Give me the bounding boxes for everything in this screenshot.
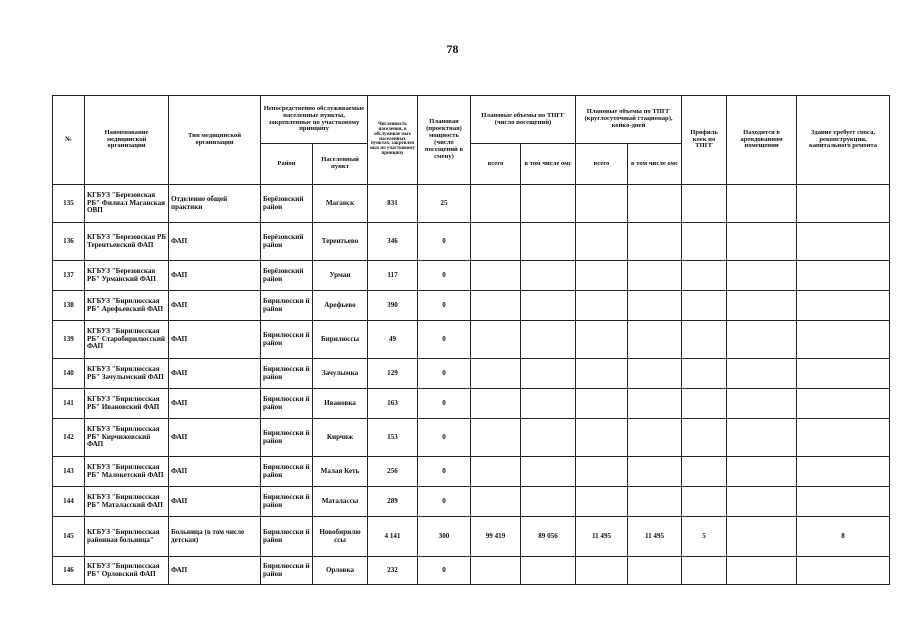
cell-row-number: 136 <box>53 223 85 261</box>
cell-district: Бирилюсски й район <box>261 389 313 419</box>
cell-capacity: 0 <box>418 359 471 389</box>
cell-organization-type: ФАП <box>169 487 261 517</box>
cell-capacity: 0 <box>418 223 471 261</box>
cell-beds-total <box>576 487 628 517</box>
cell-row-number: 141 <box>53 389 85 419</box>
cell-capacity: 0 <box>418 457 471 487</box>
cell-repair-required: 8 <box>797 517 890 557</box>
cell-row-number: 143 <box>53 457 85 487</box>
cell-district: Бирилюсски й район <box>261 321 313 359</box>
cell-repair-required <box>797 419 890 457</box>
cell-row-number: 138 <box>53 291 85 321</box>
header-org: Наименование медицинской организации <box>85 96 169 185</box>
cell-beds-profile: 5 <box>682 517 727 557</box>
cell-row-number: 139 <box>53 321 85 359</box>
cell-rented-premises <box>727 321 797 359</box>
cell-locality: Урман <box>313 261 368 291</box>
cell-repair-required <box>797 389 890 419</box>
cell-beds-total <box>576 185 628 223</box>
cell-rented-premises <box>727 223 797 261</box>
cell-district: Бирилюсски й район <box>261 419 313 457</box>
cell-beds-oms <box>628 223 682 261</box>
cell-repair-required <box>797 223 890 261</box>
header-served: Непосредственно обслуживаемые населенные пункты, закрепленные по участковому принципу <box>261 96 368 144</box>
table-row <box>53 457 890 487</box>
cell-visits-total: 99 419 <box>471 517 521 557</box>
cell-capacity: 0 <box>418 419 471 457</box>
cell-visits-total <box>471 457 521 487</box>
cell-row-number: 140 <box>53 359 85 389</box>
cell-beds-oms <box>628 185 682 223</box>
cell-beds-total: 11 495 <box>576 517 628 557</box>
cell-visits-total <box>471 291 521 321</box>
cell-rented-premises <box>727 557 797 585</box>
cell-organization-name: КГБУЗ "Березовская РБ Терентьевский ФАП <box>85 223 169 261</box>
cell-locality: Кирчиж <box>313 419 368 457</box>
cell-visits-total <box>471 419 521 457</box>
cell-beds-total <box>576 261 628 291</box>
cell-locality: Малая Кеть <box>313 457 368 487</box>
cell-row-number: 145 <box>53 517 85 557</box>
cell-organization-type: ФАП <box>169 557 261 585</box>
cell-beds-oms <box>628 457 682 487</box>
cell-visits-total <box>471 185 521 223</box>
cell-beds-profile <box>682 389 727 419</box>
cell-beds-profile <box>682 419 727 457</box>
cell-population: 153 <box>368 419 418 457</box>
cell-organization-type: ФАП <box>169 261 261 291</box>
cell-visits-oms <box>521 557 576 585</box>
cell-locality: Ивановка <box>313 389 368 419</box>
cell-visits-oms <box>521 457 576 487</box>
cell-beds-oms <box>628 487 682 517</box>
cell-beds-oms <box>628 389 682 419</box>
cell-repair-required <box>797 457 890 487</box>
cell-beds-total <box>576 321 628 359</box>
header-district: Район <box>261 144 313 185</box>
cell-rented-premises <box>727 359 797 389</box>
cell-capacity: 0 <box>418 321 471 359</box>
header-tpgg-visits: Плановые объемы по ТПГГ (число посещений) <box>471 96 576 144</box>
cell-population: 129 <box>368 359 418 389</box>
header-capacity: Плановая (проектная) мощность (число посещений в смену) <box>418 96 471 185</box>
cell-rented-premises <box>727 291 797 321</box>
cell-repair-required <box>797 557 890 585</box>
cell-beds-profile <box>682 487 727 517</box>
header-repair: Здание требует сноса, реконструкции, капитального ремонта <box>797 96 890 185</box>
cell-locality: Маганск <box>313 185 368 223</box>
cell-beds-total <box>576 291 628 321</box>
table-row <box>53 359 890 389</box>
cell-district: Бирилюсски й район <box>261 291 313 321</box>
cell-visits-oms <box>521 359 576 389</box>
cell-beds-profile <box>682 261 727 291</box>
cell-organization-type: Больница (в том числе детская) <box>169 517 261 557</box>
cell-beds-profile <box>682 557 727 585</box>
cell-population: 346 <box>368 223 418 261</box>
cell-visits-total <box>471 487 521 517</box>
cell-capacity: 0 <box>418 389 471 419</box>
cell-rented-premises <box>727 457 797 487</box>
cell-repair-required <box>797 185 890 223</box>
cell-organization-name: КГБУЗ "Бирилюсская РБ" Маталасский ФАП <box>85 487 169 517</box>
cell-capacity: 0 <box>418 487 471 517</box>
cell-beds-oms <box>628 291 682 321</box>
cell-organization-name: КГБУЗ "Березовская РБ" Урманский ФАП <box>85 261 169 291</box>
cell-locality: Бирилюссы <box>313 321 368 359</box>
table-body <box>53 185 890 585</box>
cell-row-number: 137 <box>53 261 85 291</box>
cell-beds-total <box>576 557 628 585</box>
cell-rented-premises <box>727 419 797 457</box>
cell-repair-required <box>797 321 890 359</box>
cell-population: 232 <box>368 557 418 585</box>
cell-visits-total <box>471 557 521 585</box>
cell-beds-total <box>576 223 628 261</box>
cell-organization-type: ФАП <box>169 419 261 457</box>
header-num: № <box>53 96 85 185</box>
header-visits-total: всего <box>471 144 521 185</box>
cell-district: Бирилюсски й район <box>261 487 313 517</box>
table-row <box>53 321 890 359</box>
header-tpgg-beds: Плановые объемы по ТПГГ (круглосуточный стационар), койко-дней <box>576 96 682 144</box>
cell-district: Берёзовский район <box>261 185 313 223</box>
cell-organization-name: КГБУЗ "Бирилюсская РБ" Старобирилюсский ФАП <box>85 321 169 359</box>
table-row <box>53 261 890 291</box>
cell-population: 831 <box>368 185 418 223</box>
cell-beds-profile <box>682 291 727 321</box>
table-row <box>53 557 890 585</box>
cell-repair-required <box>797 487 890 517</box>
cell-visits-oms <box>521 185 576 223</box>
cell-visits-oms <box>521 321 576 359</box>
cell-organization-name: КГБУЗ "Бирилюсская РБ" Орловский ФАП <box>85 557 169 585</box>
cell-population: 256 <box>368 457 418 487</box>
cell-rented-premises <box>727 389 797 419</box>
cell-visits-total <box>471 261 521 291</box>
cell-visits-total <box>471 223 521 261</box>
cell-organization-name: КГБУЗ "Березовская РБ" Филиал Маганская ОВП <box>85 185 169 223</box>
cell-organization-type: ФАП <box>169 457 261 487</box>
table-row <box>53 419 890 457</box>
cell-district: Бирилюсски й район <box>261 457 313 487</box>
table-row <box>53 517 890 557</box>
cell-beds-oms <box>628 419 682 457</box>
cell-organization-type: ФАП <box>169 223 261 261</box>
cell-beds-oms <box>628 261 682 291</box>
cell-organization-name: КГБУЗ "Бирилюсская РБ" Зачулымский ФАП <box>85 359 169 389</box>
cell-capacity: 0 <box>418 557 471 585</box>
cell-visits-oms <box>521 223 576 261</box>
cell-beds-profile <box>682 223 727 261</box>
cell-rented-premises <box>727 185 797 223</box>
cell-beds-oms <box>628 557 682 585</box>
cell-beds-profile <box>682 321 727 359</box>
cell-beds-oms <box>628 359 682 389</box>
header-beds-profile: Профиль коек по ТПГГ <box>682 96 727 185</box>
cell-visits-oms <box>521 261 576 291</box>
cell-population: 289 <box>368 487 418 517</box>
header-visits-oms: в том числе омс <box>521 144 576 185</box>
table-row <box>53 223 890 261</box>
table-row <box>53 185 890 223</box>
cell-locality: Терентьево <box>313 223 368 261</box>
cell-district: Бирилюсски й район <box>261 517 313 557</box>
cell-organization-type: Отделение общей практики <box>169 185 261 223</box>
cell-beds-total <box>576 389 628 419</box>
cell-visits-oms: 89 056 <box>521 517 576 557</box>
cell-visits-total <box>471 359 521 389</box>
cell-visits-oms <box>521 389 576 419</box>
cell-row-number: 135 <box>53 185 85 223</box>
cell-beds-total <box>576 419 628 457</box>
cell-visits-oms <box>521 291 576 321</box>
cell-rented-premises <box>727 487 797 517</box>
cell-organization-name: КГБУЗ "Бирилюсская РБ" Ивановский ФАП <box>85 389 169 419</box>
header-row-top <box>53 96 890 144</box>
cell-beds-total <box>576 359 628 389</box>
cell-locality: Новобирилю ссы <box>313 517 368 557</box>
cell-district: Берёзовский район <box>261 261 313 291</box>
cell-population: 117 <box>368 261 418 291</box>
header-locality: Населенный пункт <box>313 144 368 185</box>
cell-organization-name: КГБУЗ "Бирилюсская РБ" Кирчижевский ФАП <box>85 419 169 457</box>
cell-organization-type: ФАП <box>169 321 261 359</box>
cell-population: 49 <box>368 321 418 359</box>
cell-repair-required <box>797 291 890 321</box>
cell-row-number: 144 <box>53 487 85 517</box>
cell-beds-oms: 11 495 <box>628 517 682 557</box>
cell-row-number: 146 <box>53 557 85 585</box>
header-beds-total: всего <box>576 144 628 185</box>
cell-beds-profile <box>682 457 727 487</box>
cell-visits-total <box>471 321 521 359</box>
cell-beds-total <box>576 457 628 487</box>
table-row <box>53 389 890 419</box>
cell-visits-oms <box>521 419 576 457</box>
cell-visits-total <box>471 389 521 419</box>
cell-population: 163 <box>368 389 418 419</box>
cell-organization-type: ФАП <box>169 359 261 389</box>
cell-locality: Орловка <box>313 557 368 585</box>
table-row <box>53 487 890 517</box>
header-rented: Находится в арендованном помещении <box>727 96 797 185</box>
cell-organization-name: КГБУЗ "Бирилюсская РБ" Арефьевский ФАП <box>85 291 169 321</box>
page-number: 78 <box>446 42 459 56</box>
cell-district: Бирилюсски й район <box>261 557 313 585</box>
cell-visits-oms <box>521 487 576 517</box>
cell-locality: Маталассы <box>313 487 368 517</box>
cell-organization-type: ФАП <box>169 291 261 321</box>
cell-capacity: 0 <box>418 261 471 291</box>
cell-row-number: 142 <box>53 419 85 457</box>
cell-locality: Зачулымка <box>313 359 368 389</box>
cell-district: Берёзовский район <box>261 223 313 261</box>
cell-capacity: 300 <box>418 517 471 557</box>
cell-capacity: 25 <box>418 185 471 223</box>
cell-organization-type: ФАП <box>169 389 261 419</box>
cell-repair-required <box>797 261 890 291</box>
cell-beds-oms <box>628 321 682 359</box>
cell-beds-profile <box>682 185 727 223</box>
cell-capacity: 0 <box>418 291 471 321</box>
header-type: Тип медицинской организации <box>169 96 261 185</box>
cell-beds-profile <box>682 359 727 389</box>
cell-rented-premises <box>727 517 797 557</box>
facilities-table <box>52 95 890 585</box>
header-population: Численность населения, в обслуживае мых населенных пунктах, закреплен ных по участковому принципу <box>368 96 418 185</box>
table-row <box>53 291 890 321</box>
cell-district: Бирилюсски й район <box>261 359 313 389</box>
cell-population: 390 <box>368 291 418 321</box>
header-beds-oms: в том числе омс <box>628 144 682 185</box>
cell-rented-premises <box>727 261 797 291</box>
cell-organization-name: КГБУЗ "Бирилюсская районная больница" <box>85 517 169 557</box>
cell-locality: Арефьево <box>313 291 368 321</box>
cell-population: 4 141 <box>368 517 418 557</box>
cell-repair-required <box>797 359 890 389</box>
cell-organization-name: КГБУЗ "Бирилюсская РБ" Малокетский ФАП <box>85 457 169 487</box>
